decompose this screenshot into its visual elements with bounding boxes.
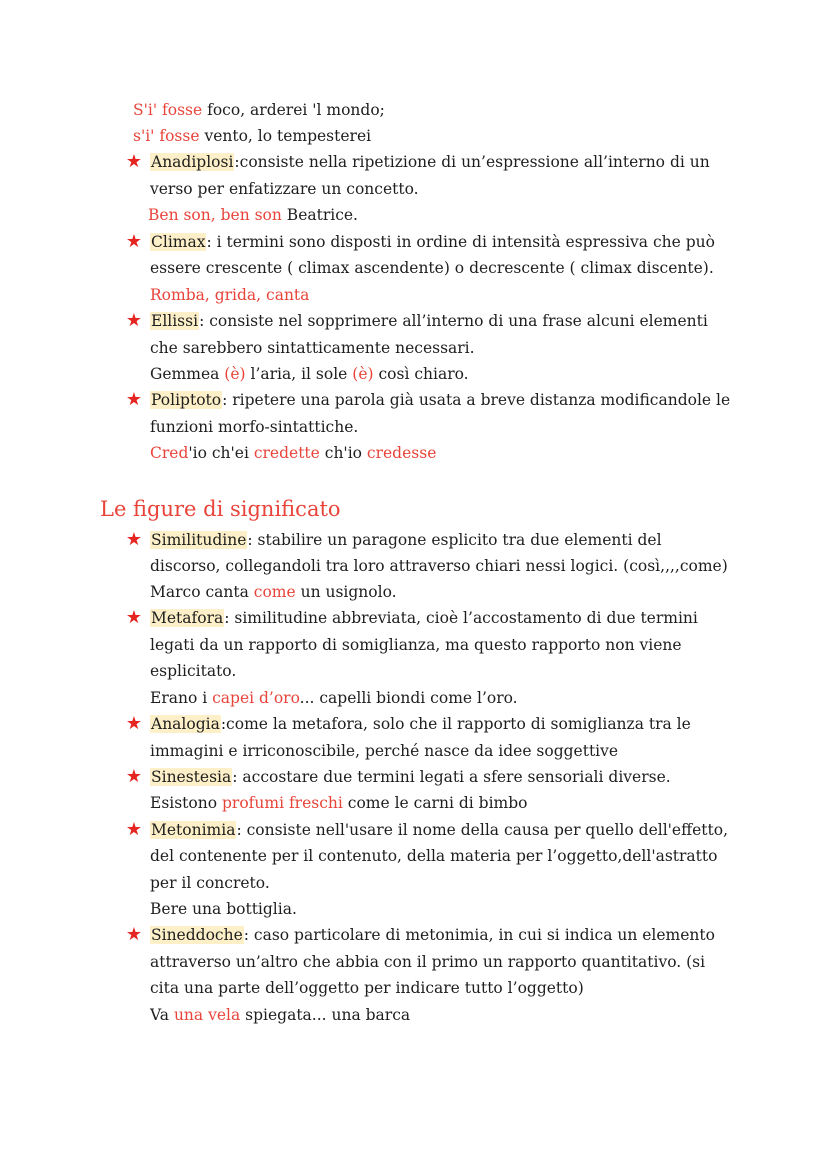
- example-highlight: Cred: [150, 444, 189, 462]
- definition-line: verso per enfatizzare un concetto.: [150, 180, 419, 198]
- definition-text: : consiste nell'usare il nome della causa per quello dell'effetto,: [236, 821, 728, 839]
- definition-line: immagini e irriconoscibile, perché nasce da idee soggettive: [150, 742, 619, 760]
- star-bullet-icon: ★: [125, 766, 143, 787]
- definition-line: essere crescente ( climax ascendente) o decrescente ( climax discente).: [150, 259, 714, 277]
- example-text: spiegata... una barca: [240, 1006, 411, 1024]
- example-highlight: credette: [253, 444, 320, 462]
- verse-highlight: s'i' fosse: [133, 127, 200, 145]
- definition-line: che sarebbero sintatticamente necessari.: [150, 339, 475, 357]
- example-text: l’aria, il sole: [245, 365, 353, 383]
- example-line: [150, 790, 527, 816]
- star-bullet-icon: ★: [125, 819, 143, 840]
- definition-text: : similitudine abbreviata, cioè l’accostamento di due termini: [224, 609, 698, 627]
- example-text: così chiaro.: [373, 365, 469, 383]
- definition-text: : accostare due termini legati a sfere sensoriali diverse.: [232, 768, 671, 786]
- example-highlight: (è): [352, 365, 374, 383]
- definition-line: discorso, collegandoli tra loro attraverso chiari nessi logici. (così,,,,come): [150, 557, 728, 575]
- definition-text: : ripetere una parola già usata a breve distanza modificandole le: [222, 391, 731, 409]
- definition-text: : i termini sono disposti in ordine di intensità espressiva che può: [206, 233, 715, 251]
- definition-line: attraverso un’altro che abbia con il primo un rapporto quantitativo. (si: [150, 953, 706, 971]
- definition-line: cita una parte dell’oggetto per indicare tutto l’oggetto): [150, 979, 584, 997]
- term-sineddoche: Sineddoche: [151, 926, 243, 944]
- term-poliptoto: Poliptoto: [151, 391, 222, 409]
- definition-line: funzioni morfo-sintattiche.: [150, 418, 359, 436]
- example-highlight: Ben son, ben son: [148, 206, 282, 224]
- example-text: Gemmea: [150, 365, 225, 383]
- definition-line: [150, 922, 715, 948]
- example-text: Beatrice.: [281, 206, 358, 224]
- example-text: ch'io: [319, 444, 367, 462]
- example-text: come le carni di bimbo: [342, 794, 528, 812]
- verse-line-1: [133, 97, 385, 123]
- example-line: Romba, grida, canta: [150, 286, 310, 304]
- definition-text: :consiste nella ripetizione di un’espressione all’interno di un: [234, 153, 710, 171]
- example-text: un usignolo.: [295, 583, 397, 601]
- definition-text: : stabilire un paragone esplicito tra due elementi del: [247, 531, 662, 549]
- verse-text: foco, arderei 'l mondo;: [202, 101, 385, 119]
- example-highlight: capei d’oro: [212, 689, 300, 707]
- example-highlight: credesse: [366, 444, 437, 462]
- star-bullet-icon: ★: [125, 231, 143, 252]
- example-text: 'io ch'ei: [188, 444, 254, 462]
- definition-line: [150, 711, 691, 737]
- definition-line: [150, 387, 730, 413]
- term-similitudine: Similitudine: [151, 531, 247, 549]
- term-anadiplosi: Anadiplosi: [151, 153, 234, 171]
- term-metonimia: Metonimia: [151, 821, 236, 839]
- term-sinestesia: Sinestesia: [151, 768, 232, 786]
- definition-line: [150, 229, 715, 255]
- example-highlight: una vela: [173, 1006, 241, 1024]
- verse-highlight: S'i' fosse: [133, 101, 203, 119]
- example-line: [150, 685, 518, 711]
- definition-text: : consiste nel sopprimere all’interno di una frase alcuni elementi: [199, 312, 708, 330]
- example-text: Erano i: [150, 689, 213, 707]
- definition-text: : caso particolare di metonimia, in cui si indica un elemento: [243, 926, 715, 944]
- definition-line: [150, 817, 728, 843]
- section-heading: Le figure di significato: [100, 497, 341, 521]
- example-text: Marco canta: [150, 583, 254, 601]
- example-line: [150, 361, 469, 387]
- example-line: [150, 1002, 410, 1028]
- definition-line: [150, 308, 708, 334]
- definition-line: legati da un rapporto di somiglianza, ma questo rapporto non viene: [150, 636, 682, 654]
- definition-text: :come la metafora, solo che il rapporto di somiglianza tra le: [220, 715, 691, 733]
- star-bullet-icon: ★: [125, 713, 143, 734]
- verse-text: vento, lo tempesterei: [199, 127, 372, 145]
- example-text: Esistono: [150, 794, 222, 812]
- example-highlight: profumi freschi: [221, 794, 343, 812]
- example-text: ... capelli biondi come l’oro.: [299, 689, 518, 707]
- star-bullet-icon: ★: [125, 607, 143, 628]
- term-ellissi: Ellissi: [151, 312, 199, 330]
- star-bullet-icon: ★: [125, 529, 143, 550]
- definition-line: esplicitato.: [150, 662, 237, 680]
- verse-line-2: [133, 123, 371, 149]
- definition-line: [150, 527, 662, 553]
- term-climax: Climax: [151, 233, 206, 251]
- example-line: [150, 440, 436, 466]
- star-bullet-icon: ★: [125, 389, 143, 410]
- definition-line: [150, 149, 710, 175]
- example-text: Va: [150, 1006, 174, 1024]
- term-metafora: Metafora: [151, 609, 224, 627]
- example-line: [148, 202, 358, 228]
- definition-line: [150, 605, 698, 631]
- example-line: Bere una bottiglia.: [150, 900, 297, 918]
- term-analogia: Analogia: [151, 715, 220, 733]
- example-highlight: (è): [224, 365, 246, 383]
- star-bullet-icon: ★: [125, 924, 143, 945]
- example-highlight: come: [253, 583, 296, 601]
- definition-line: [150, 764, 671, 790]
- star-bullet-icon: ★: [125, 151, 143, 172]
- definition-line: per il concreto.: [150, 874, 270, 892]
- definition-line: del contenente per il contenuto, della materia per l’oggetto,dell'astratto: [150, 847, 718, 865]
- example-line: [150, 579, 397, 605]
- star-bullet-icon: ★: [125, 310, 143, 331]
